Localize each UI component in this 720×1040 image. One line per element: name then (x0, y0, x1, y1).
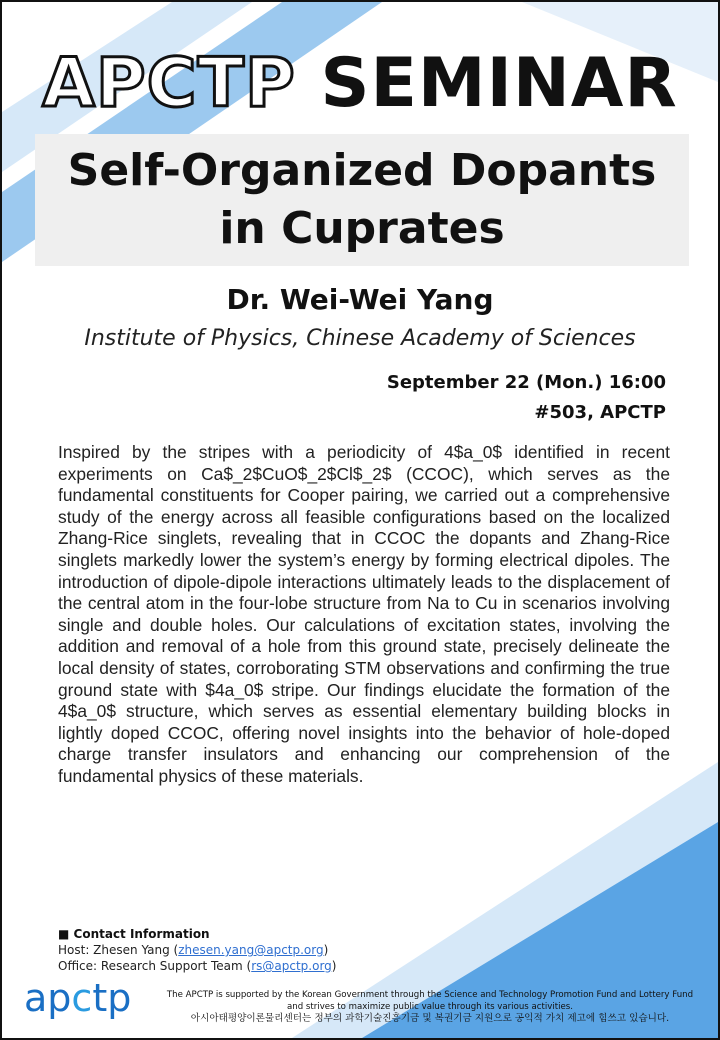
speaker-name: Dr. Wei-Wei Yang (226, 283, 494, 316)
abstract-text: Inspired by the stripes with a periodicity of 4$a_0$ identified in recent experiments on Ca$_2$CuO$_2$Cl$_2$ (CCOC), which serves as the fundamental constituents for Cooper pairing, we carried out a comprehensive study of the energy across all feasible configurations based on the localized Zhang-Rice singlets, revealing that in CCOC the dopants and Zhang-Rice singlets markedly lower the system’s energy by forming electrical dipoles. The introduction of dipole-dipole interactions ultimately leads to the displacement of the central atom in the four-lobe structure from Na to Cu in scenarios involving single and double holes. Our calculations of excitation states, involving the addition and removal of a hole from this ground state, precisely delineate the local density of states, corroborating STM observations and confirming the true ground state with $4a_0$ stripe. Our findings elucidate the formation of the 4$a_0$ structure, which serves as essential elementary building blocks in lightly doped CCOC, offering novel insights into the behavior of hole-doped charge transfer insulators and enhancing our comprehension of the fundamental physics of these materials. (58, 442, 670, 786)
contact-info (58, 926, 336, 974)
logo-part-1: ap (24, 976, 72, 1020)
funding-ko: 아시아태평양이론물리센터는 정부의 과학기술진흥기금 및 복권기금 지원으로 공익적 가치 제고에 힘쓰고 있습니다. (190, 1013, 670, 1024)
talk-title-line-2: in Cuprates (219, 203, 505, 254)
contact-heading: ■ Contact Information (58, 927, 210, 941)
logo-part-2: c (71, 976, 93, 1020)
title-apctp: APCTP (42, 44, 296, 123)
office-email-link[interactable]: rs@apctp.org (251, 959, 332, 973)
funding-en-line-2: and strives to maximize public value through its various activities. (287, 1002, 573, 1012)
funding-en-line-1: The APCTP is supported by the Korean Government through the Science and Technology Promotion Fund and Lottery Fund (166, 990, 694, 1000)
speaker-affiliation: Institute of Physics, Chinese Academy of Sciences (84, 326, 636, 351)
talk-location: #503, APCTP (534, 402, 666, 423)
contact-office (58, 958, 336, 974)
office-close: ) (331, 959, 337, 973)
host-label: Host: Zhesen Yang ( (58, 943, 179, 957)
office-label: Office: Research Support Team ( (58, 959, 252, 973)
title-seminar: SEMINAR (320, 44, 678, 123)
apctp-logo (24, 978, 131, 1018)
host-email-link[interactable]: zhesen.yang@apctp.org (178, 943, 324, 957)
funding-notice (158, 989, 702, 1025)
contact-host (58, 942, 336, 958)
host-close: ) (323, 943, 329, 957)
seminar-title (2, 44, 718, 124)
talk-date: September 22 (Mon.) 16:00 (386, 372, 666, 393)
talk-title (35, 142, 689, 258)
talk-title-line-1: Self-Organized Dopants (67, 145, 657, 196)
logo-part-3: tp (92, 976, 132, 1020)
